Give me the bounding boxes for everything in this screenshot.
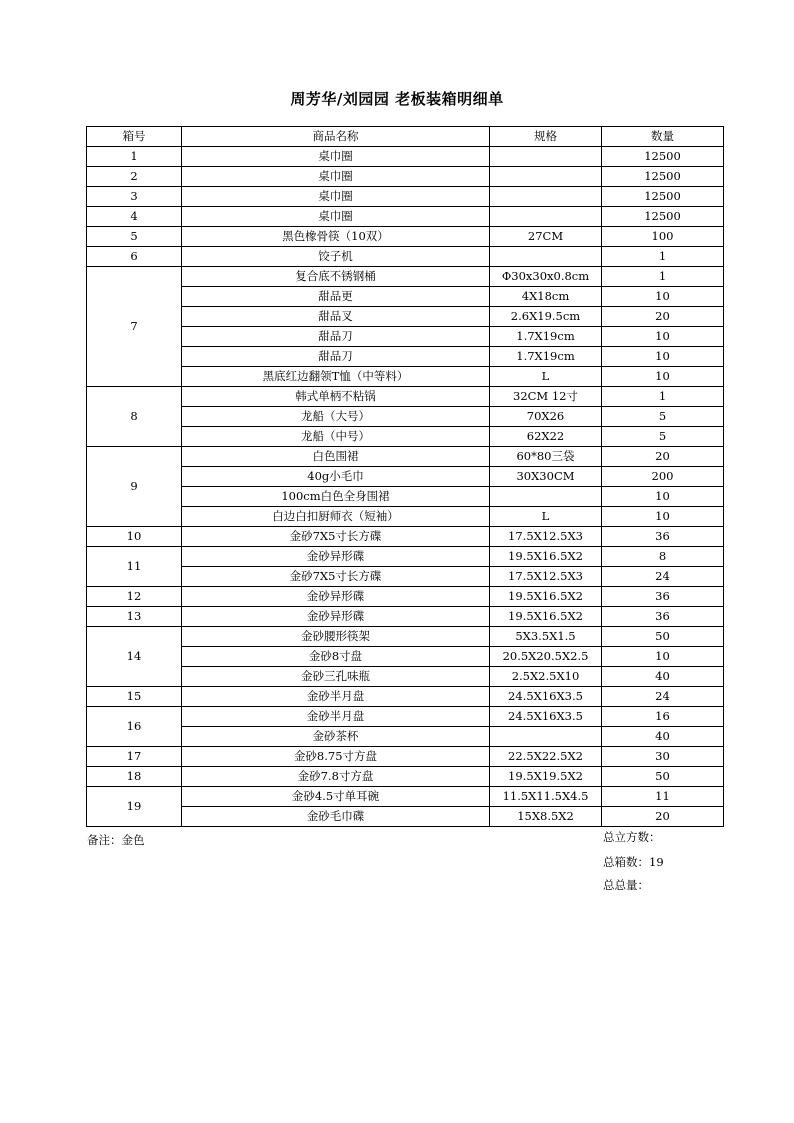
box-number-cell: 12 — [87, 587, 182, 607]
quantity-cell: 1 — [602, 267, 724, 287]
table-row — [87, 507, 724, 527]
product-name-cell: 100cm白色全身围裙 — [182, 487, 490, 507]
quantity-cell: 12500 — [602, 207, 724, 227]
box-number-cell: 13 — [87, 607, 182, 627]
spec-cell: 19.5X16.5X2 — [490, 587, 602, 607]
header-box-no: 箱号 — [87, 127, 182, 147]
quantity-cell: 12500 — [602, 187, 724, 207]
table-row — [87, 307, 724, 327]
product-name-cell: 桌巾圈 — [182, 147, 490, 167]
quantity-cell: 20 — [602, 447, 724, 467]
box-number-cell: 6 — [87, 247, 182, 267]
box-number-cell: 11 — [87, 547, 182, 587]
spec-cell: 2.6X19.5cm — [490, 307, 602, 327]
product-name-cell: 金砂半月盘 — [182, 707, 490, 727]
total-quantity: 总总量： — [603, 878, 649, 892]
spec-cell — [490, 147, 602, 167]
spec-cell: 1.7X19cm — [490, 347, 602, 367]
table-row — [87, 547, 724, 567]
table-row — [87, 747, 724, 767]
spec-cell: 30X30CM — [490, 467, 602, 487]
packing-list-table — [86, 126, 724, 827]
total-volume: 总立方数： — [603, 830, 661, 844]
spec-cell: 2.5X2.5X10 — [490, 667, 602, 687]
quantity-cell: 20 — [602, 807, 724, 827]
spec-cell: 24.5X16X3.5 — [490, 707, 602, 727]
quantity-cell: 12500 — [602, 167, 724, 187]
quantity-cell: 40 — [602, 727, 724, 747]
box-number-cell: 9 — [87, 447, 182, 527]
product-name-cell: 金砂茶杯 — [182, 727, 490, 747]
spec-cell: 4X18cm — [490, 287, 602, 307]
spec-cell: 19.5X16.5X2 — [490, 607, 602, 627]
product-name-cell: 龙船（中号） — [182, 427, 490, 447]
spec-cell: 1.7X19cm — [490, 327, 602, 347]
quantity-cell: 36 — [602, 587, 724, 607]
box-number-cell: 5 — [87, 227, 182, 247]
table-row — [87, 367, 724, 387]
table-body — [87, 147, 724, 827]
table-row — [87, 287, 724, 307]
quantity-cell: 36 — [602, 527, 724, 547]
spec-cell: 11.5X11.5X4.5 — [490, 787, 602, 807]
table-row — [87, 727, 724, 747]
spec-cell: 19.5X19.5X2 — [490, 767, 602, 787]
spec-cell: 62X22 — [490, 427, 602, 447]
table-row — [87, 207, 724, 227]
quantity-cell: 10 — [602, 287, 724, 307]
quantity-cell: 100 — [602, 227, 724, 247]
table-row — [87, 427, 724, 447]
table-row — [87, 647, 724, 667]
quantity-cell: 8 — [602, 547, 724, 567]
product-name-cell: 金砂半月盘 — [182, 687, 490, 707]
table-row — [87, 267, 724, 287]
quantity-cell: 10 — [602, 507, 724, 527]
product-name-cell: 复合底不锈钢桶 — [182, 267, 490, 287]
box-number-cell: 8 — [87, 387, 182, 447]
quantity-cell: 24 — [602, 687, 724, 707]
table-row — [87, 327, 724, 347]
quantity-cell: 12500 — [602, 147, 724, 167]
table-row — [87, 807, 724, 827]
quantity-cell: 10 — [602, 647, 724, 667]
box-number-cell: 2 — [87, 167, 182, 187]
product-name-cell: 金砂4.5寸单耳碗 — [182, 787, 490, 807]
product-name-cell: 金砂异形碟 — [182, 547, 490, 567]
product-name-cell: 金砂异形碟 — [182, 607, 490, 627]
spec-cell: 32CM 12寸 — [490, 387, 602, 407]
spec-cell: Φ30x30x0.8cm — [490, 267, 602, 287]
product-name-cell: 桌巾圈 — [182, 167, 490, 187]
table-row — [87, 527, 724, 547]
box-number-cell: 16 — [87, 707, 182, 747]
table-row — [87, 687, 724, 707]
quantity-cell: 40 — [602, 667, 724, 687]
table-row — [87, 447, 724, 467]
spec-cell: 17.5X12.5X3 — [490, 527, 602, 547]
spec-cell — [490, 487, 602, 507]
quantity-cell: 200 — [602, 467, 724, 487]
quantity-cell: 1 — [602, 247, 724, 267]
table-row — [87, 247, 724, 267]
table-row — [87, 787, 724, 807]
quantity-cell: 10 — [602, 347, 724, 367]
table-row — [87, 187, 724, 207]
page-title: 周芳华/刘园园 老板装箱明细单 — [290, 90, 504, 108]
product-name-cell: 白边白扣厨师衣（短袖） — [182, 507, 490, 527]
spec-cell: L — [490, 367, 602, 387]
product-name-cell: 白色围裙 — [182, 447, 490, 467]
table-row — [87, 347, 724, 367]
box-number-cell: 1 — [87, 147, 182, 167]
spec-cell — [490, 727, 602, 747]
box-number-cell: 3 — [87, 187, 182, 207]
table-header-row — [87, 127, 724, 147]
spec-cell: 70X26 — [490, 407, 602, 427]
table-row — [87, 227, 724, 247]
box-number-cell: 4 — [87, 207, 182, 227]
header-spec: 规格 — [490, 127, 602, 147]
table-row — [87, 407, 724, 427]
spec-cell: 15X8.5X2 — [490, 807, 602, 827]
product-name-cell: 金砂腰形筷架 — [182, 627, 490, 647]
spec-cell: 19.5X16.5X2 — [490, 547, 602, 567]
box-number-cell: 18 — [87, 767, 182, 787]
spec-cell: 60*80三袋 — [490, 447, 602, 467]
product-name-cell: 龙船（大号） — [182, 407, 490, 427]
product-name-cell: 黑色橡骨筷（10双） — [182, 227, 490, 247]
spec-cell: 5X3.5X1.5 — [490, 627, 602, 647]
remark: 备注：金色 — [87, 833, 145, 847]
table-row — [87, 467, 724, 487]
product-name-cell: 甜品刀 — [182, 327, 490, 347]
product-name-cell: 金砂7X5寸长方碟 — [182, 527, 490, 547]
quantity-cell: 5 — [602, 427, 724, 447]
product-name-cell: 桌巾圈 — [182, 187, 490, 207]
quantity-cell: 20 — [602, 307, 724, 327]
quantity-cell: 1 — [602, 387, 724, 407]
box-number-cell: 10 — [87, 527, 182, 547]
product-name-cell: 甜品更 — [182, 287, 490, 307]
product-name-cell: 40g小毛巾 — [182, 467, 490, 487]
product-name-cell: 金砂异形碟 — [182, 587, 490, 607]
spec-cell — [490, 207, 602, 227]
quantity-cell: 50 — [602, 767, 724, 787]
product-name-cell: 金砂8.75寸方盘 — [182, 747, 490, 767]
spec-cell — [490, 247, 602, 267]
product-name-cell: 饺子机 — [182, 247, 490, 267]
box-number-cell: 17 — [87, 747, 182, 767]
quantity-cell: 16 — [602, 707, 724, 727]
product-name-cell: 金砂7X5寸长方碟 — [182, 567, 490, 587]
quantity-cell: 36 — [602, 607, 724, 627]
spec-cell: 20.5X20.5X2.5 — [490, 647, 602, 667]
quantity-cell: 10 — [602, 367, 724, 387]
box-number-cell: 14 — [87, 627, 182, 687]
table-row — [87, 627, 724, 647]
header-product-name: 商品名称 — [182, 127, 490, 147]
product-name-cell: 金砂8寸盘 — [182, 647, 490, 667]
table-row — [87, 567, 724, 587]
box-number-cell: 7 — [87, 267, 182, 387]
spec-cell: 24.5X16X3.5 — [490, 687, 602, 707]
product-name-cell: 甜品刀 — [182, 347, 490, 367]
box-number-cell: 15 — [87, 687, 182, 707]
spec-cell: 27CM — [490, 227, 602, 247]
total-boxes: 总箱数：19 — [603, 855, 664, 869]
product-name-cell: 甜品叉 — [182, 307, 490, 327]
quantity-cell: 5 — [602, 407, 724, 427]
quantity-cell: 24 — [602, 567, 724, 587]
product-name-cell: 金砂7.8寸方盘 — [182, 767, 490, 787]
table-row — [87, 147, 724, 167]
quantity-cell: 10 — [602, 327, 724, 347]
spec-cell: 17.5X12.5X3 — [490, 567, 602, 587]
product-name-cell: 桌巾圈 — [182, 207, 490, 227]
table-row — [87, 767, 724, 787]
spec-cell — [490, 187, 602, 207]
table-row — [87, 487, 724, 507]
table-row — [87, 587, 724, 607]
table-row — [87, 607, 724, 627]
quantity-cell: 10 — [602, 487, 724, 507]
quantity-cell: 30 — [602, 747, 724, 767]
table-row — [87, 167, 724, 187]
spec-cell — [490, 167, 602, 187]
product-name-cell: 金砂毛巾碟 — [182, 807, 490, 827]
header-quantity: 数量 — [602, 127, 724, 147]
product-name-cell: 韩式单柄不粘锅 — [182, 387, 490, 407]
spec-cell: L — [490, 507, 602, 527]
quantity-cell: 50 — [602, 627, 724, 647]
spec-cell: 22.5X22.5X2 — [490, 747, 602, 767]
table-row — [87, 667, 724, 687]
quantity-cell: 11 — [602, 787, 724, 807]
product-name-cell: 金砂三孔味瓶 — [182, 667, 490, 687]
table-row — [87, 387, 724, 407]
table-row — [87, 707, 724, 727]
product-name-cell: 黑底红边翻领T恤（中等料） — [182, 367, 490, 387]
box-number-cell: 19 — [87, 787, 182, 827]
